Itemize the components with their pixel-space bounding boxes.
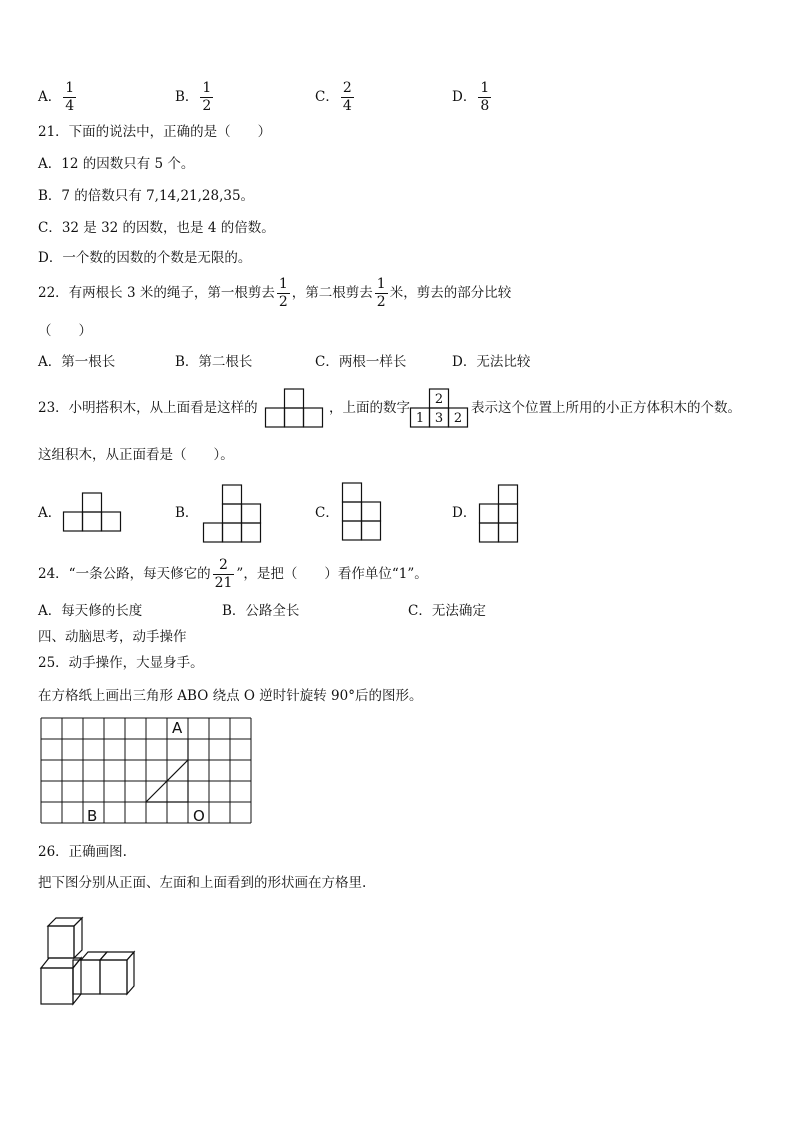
block (499, 485, 518, 504)
q26-instruction: 把下图分别从正面、左面和上面看到的形状画在方格里. (38, 875, 367, 891)
q20-option-d-fraction (478, 80, 491, 115)
top-view-cell (285, 408, 304, 427)
q20-option-a (38, 80, 78, 115)
numerator: 1 (278, 276, 288, 292)
q23-stem-part2: ，上面的数字 (329, 400, 410, 416)
q20-option-a-label: A． (38, 89, 62, 105)
q23-stem-line2: 这组积木，从正面看是（ ）。 (38, 447, 234, 463)
point-a-label: A (172, 719, 183, 737)
q22-blank: （ ） (38, 323, 92, 339)
q20-option-d-label: D． (452, 89, 477, 105)
q24-fraction (213, 557, 235, 592)
denominator: 4 (342, 98, 352, 114)
q23-option-a-label: A． (38, 505, 62, 521)
q25-stem: 25．动手操作，大显身手。 (38, 655, 204, 671)
block (362, 521, 381, 540)
block (204, 523, 223, 542)
cube-front (41, 968, 73, 1004)
numerator: 2 (219, 557, 228, 573)
numerator: 1 (480, 80, 490, 96)
q23-top-view-figure (265, 388, 325, 428)
block (499, 504, 518, 523)
q24-stem (38, 557, 428, 592)
block (242, 523, 261, 542)
block (223, 485, 242, 504)
q21-option-b: B．7 的倍数只有 7,14,21,28,35。 (38, 188, 255, 204)
block (499, 523, 518, 542)
q20-option-b-label: B． (175, 89, 199, 105)
q22-stem-part3: 米，剪去的部分比较 (389, 285, 512, 301)
q25-instruction: 在方格纸上画出三角形 ABO 绕点 O 逆时针旋转 90°后的图形。 (38, 688, 423, 704)
digit-bottom-left: 1 (415, 411, 425, 426)
cube-front (73, 960, 100, 994)
block (223, 523, 242, 542)
q20-option-b-fraction (200, 80, 213, 115)
q22-stem (38, 276, 511, 311)
block (480, 523, 499, 542)
q22-option-c: C．两根一样长 (315, 354, 407, 370)
block (83, 493, 102, 512)
q21-stem: 21．下面的说法中，正确的是（ ） (38, 124, 272, 140)
numerator: 1 (202, 80, 212, 96)
top-view-cell (304, 408, 323, 427)
block (480, 504, 499, 523)
block (102, 512, 121, 531)
q23-option-a-figure (63, 492, 123, 532)
q21-option-a: A．12 的因数只有 5 个。 (38, 156, 195, 172)
q20-option-d (452, 80, 493, 115)
q20-option-c-fraction (341, 80, 354, 115)
numerator: 1 (65, 80, 75, 96)
digit-top: 2 (434, 392, 444, 407)
block (343, 502, 362, 521)
q23-option-d-figure (479, 484, 521, 544)
q24-stem-part1: 24．“一条公路，每天修它的 (38, 566, 211, 582)
q20-option-c (315, 80, 356, 115)
q22-stem-part2: ，第二根剪去 (291, 285, 373, 301)
cube-side (127, 952, 134, 994)
denominator: 2 (376, 294, 386, 310)
q22-option-a: A．第一根长 (38, 354, 116, 370)
q22-fraction-1 (277, 276, 290, 311)
block (242, 504, 261, 523)
q24-option-a: A．每天修的长度 (38, 603, 143, 619)
q20-option-b (175, 80, 215, 115)
cube-top (100, 952, 134, 960)
q23-option-d-label: D． (452, 505, 477, 521)
denominator: 21 (214, 575, 233, 591)
point-o-label: O (193, 807, 205, 825)
q22-stem-part1: 22．有两根长 3 米的绳子，第一根剪去 (38, 285, 275, 301)
block (362, 502, 381, 521)
denominator: 2 (202, 98, 212, 114)
q25-grid-figure (40, 715, 256, 829)
q23-number-grid-figure (410, 388, 470, 428)
q23-stem-part3: 表示这个位置上所用的小正方体积木的个数。 (471, 400, 741, 416)
digit-bottom-middle: 3 (434, 411, 444, 426)
q21-option-d: D．一个数的因数的个数是无限的。 (38, 250, 252, 266)
q23-stem-part1: 23．小明搭积木，从上面看是这样的 (38, 400, 258, 416)
block (343, 521, 362, 540)
cube-front (48, 926, 74, 958)
top-view-cell (285, 389, 304, 408)
q23-option-c-label: C． (315, 505, 339, 521)
section-4-heading: 四、动脑思考，动手操作 (38, 629, 187, 645)
q22-option-b: B．第二根长 (175, 354, 253, 370)
numerator: 2 (342, 80, 352, 96)
q26-stem: 26．正确画图. (38, 844, 127, 860)
q23-option-b-label: B． (175, 505, 199, 521)
denominator: 4 (65, 98, 75, 114)
q24-stem-part2: ”，是把（ ）看作单位“1”。 (236, 566, 428, 582)
cube-front (100, 960, 127, 994)
denominator: 8 (480, 98, 490, 114)
top-view-cell (266, 408, 285, 427)
block (343, 483, 362, 502)
point-b-label: B (87, 807, 98, 825)
q23-option-b-figure (203, 484, 263, 544)
q22-option-d: D．无法比较 (452, 354, 531, 370)
denominator: 2 (278, 294, 288, 310)
numerator: 1 (376, 276, 386, 292)
q24-option-b: B．公路全长 (222, 603, 300, 619)
q21-option-c: C．32 是 32 的因数，也是 4 的倍数。 (38, 220, 275, 236)
digit-bottom-right: 2 (453, 411, 463, 426)
q20-option-c-label: C． (315, 89, 339, 105)
block (223, 504, 242, 523)
q26-cube-figure (40, 912, 140, 1008)
q22-fraction-2 (375, 276, 388, 311)
block (64, 512, 83, 531)
q20-option-a-fraction (63, 80, 76, 115)
cube-side (74, 918, 82, 958)
q23-option-c-figure (342, 482, 384, 542)
cube-side (73, 958, 81, 1004)
block (83, 512, 102, 531)
cube-top (48, 918, 82, 926)
q24-option-c: C．无法确定 (408, 603, 486, 619)
